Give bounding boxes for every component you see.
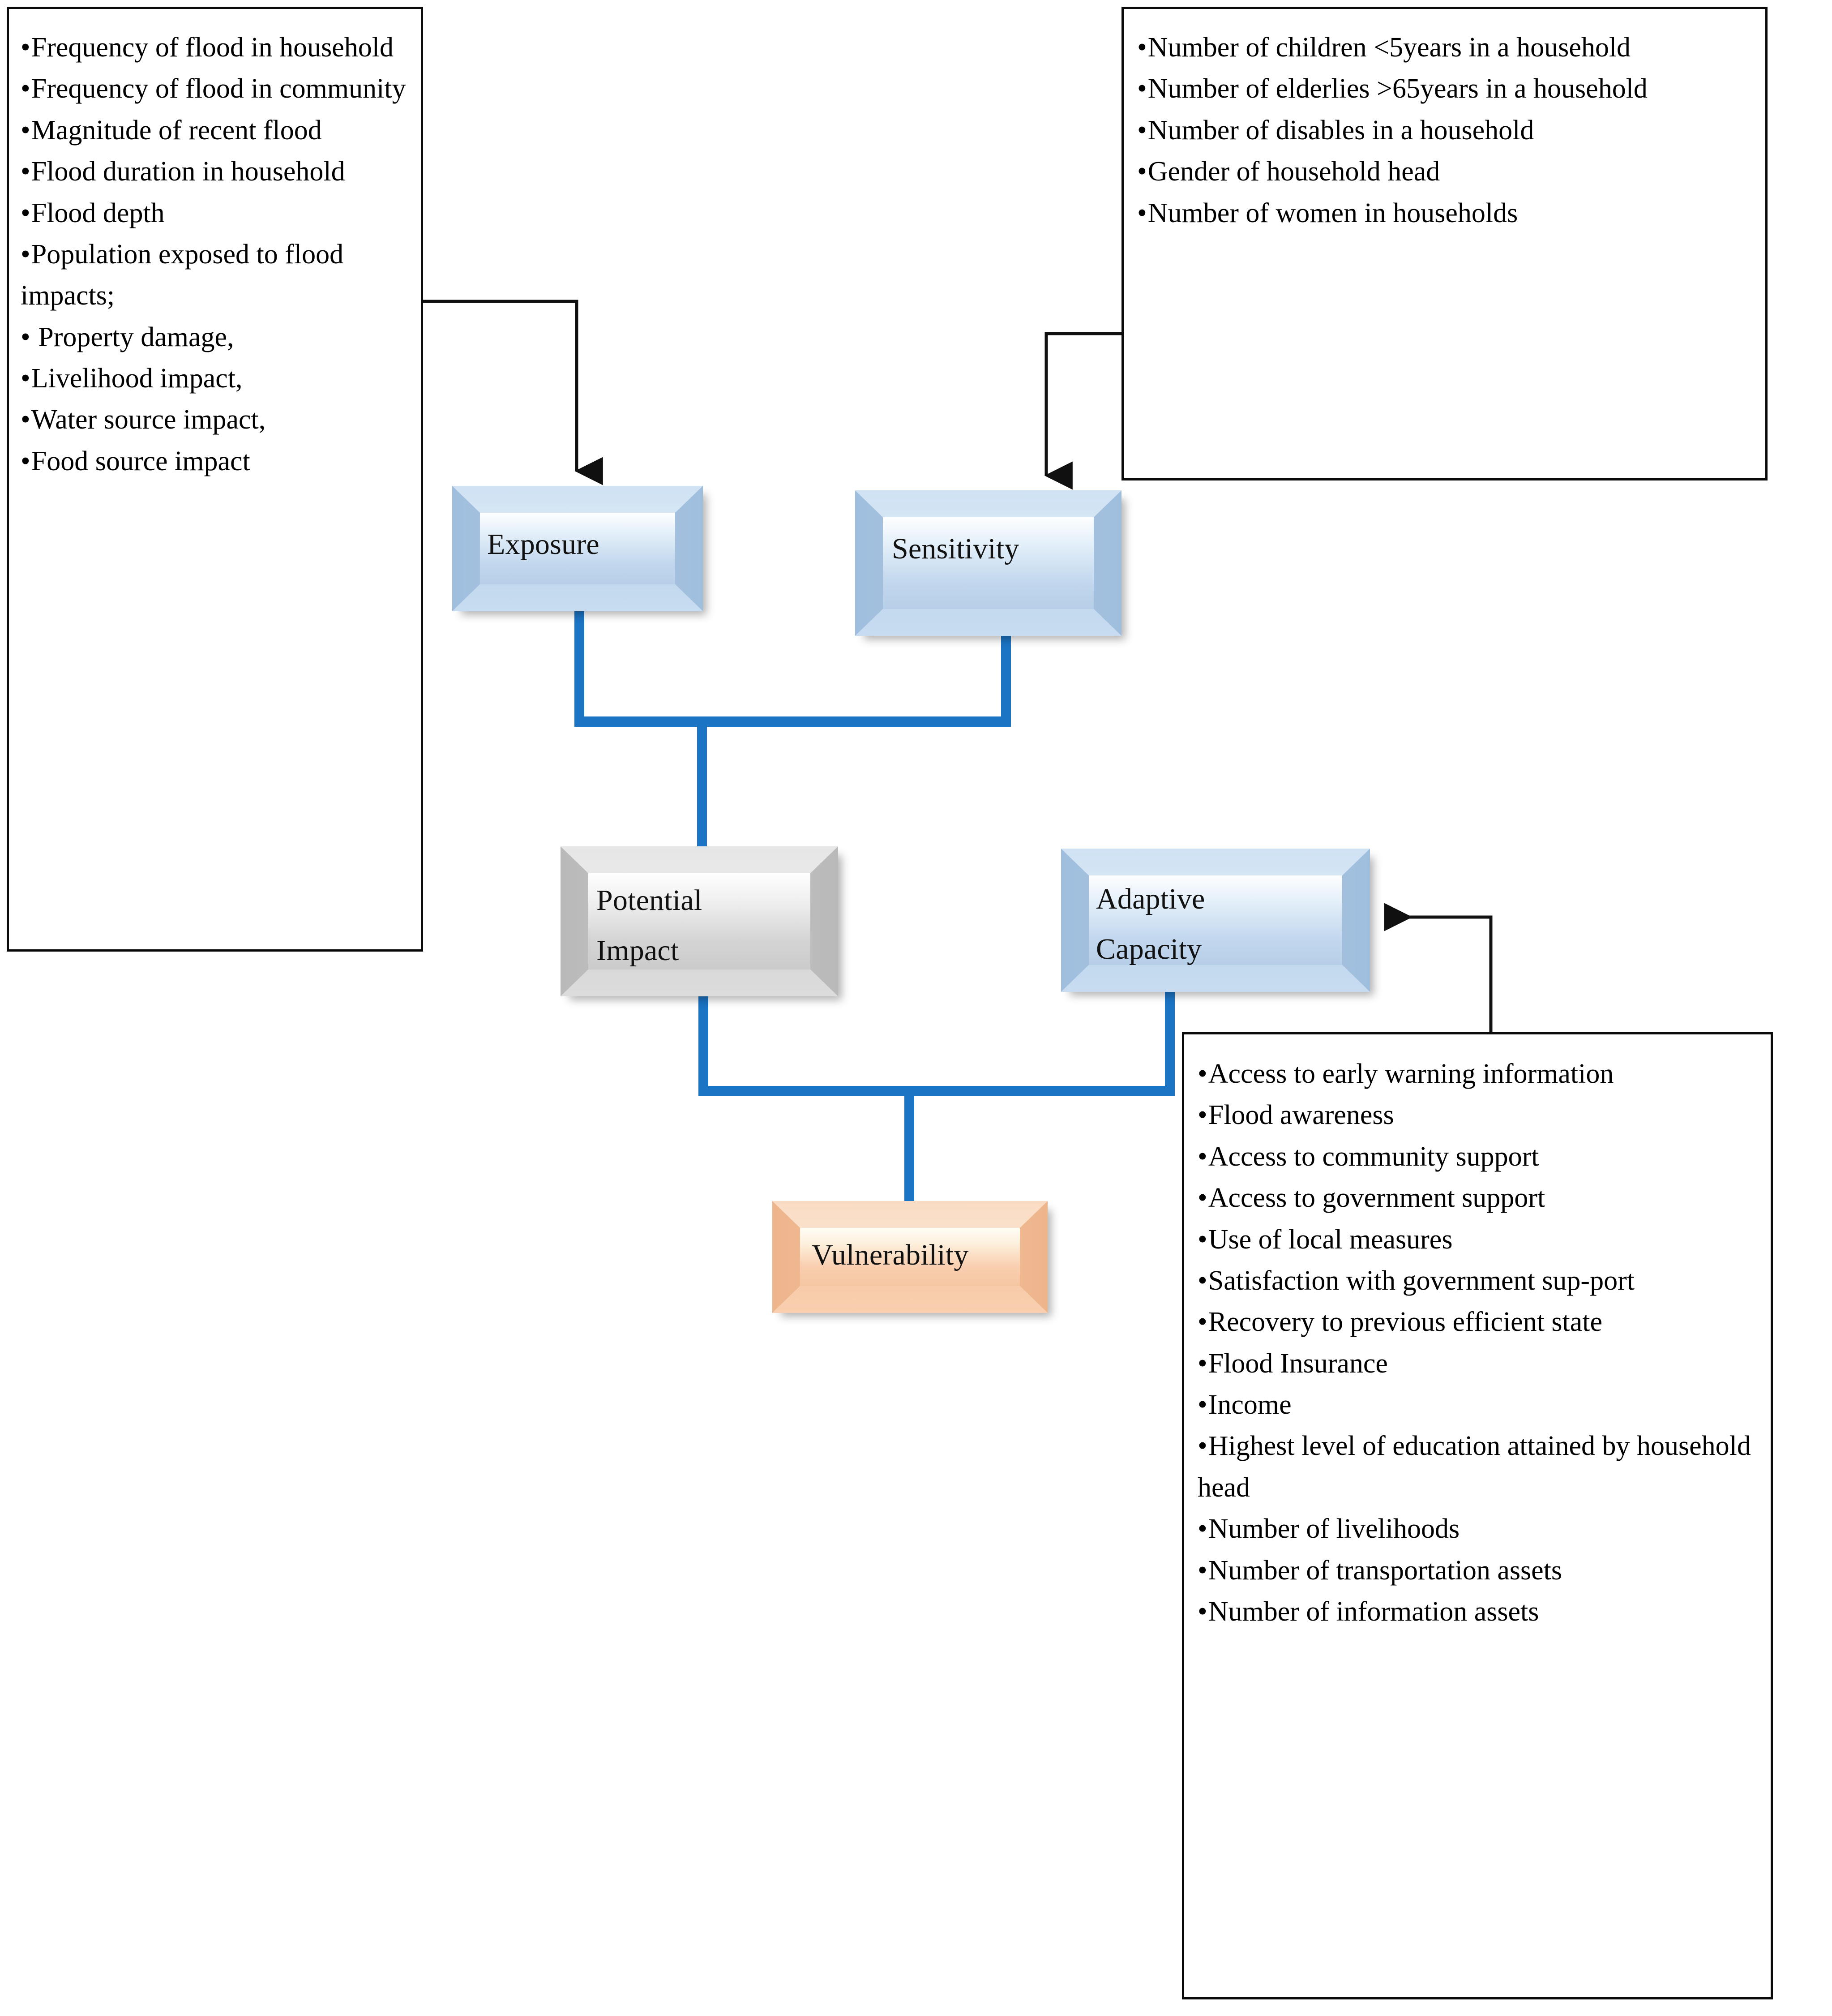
exposure-indicators-box <box>7 7 423 952</box>
list-item: • Use of local measures <box>1198 1219 1761 1260</box>
connector-exposure-down <box>574 605 584 726</box>
list-item: • Flood duration in household <box>21 151 409 192</box>
connector-to-vulnerability <box>904 1086 914 1203</box>
list-item: • Number of women in households <box>1137 193 1754 234</box>
list-item: • Income <box>1198 1384 1761 1425</box>
exposure-indicator-list <box>9 9 421 482</box>
list-item: • Access to early warning information <box>1198 1053 1761 1094</box>
connector-upper-horizontal <box>574 716 1011 727</box>
list-item: • Recovery to previous efficient state <box>1198 1301 1761 1343</box>
node-potential-impact-faces <box>561 846 838 996</box>
node-potential-impact-label-line2: Impact <box>596 934 679 967</box>
node-potential-impact[interactable] <box>561 846 838 996</box>
arrow-adaptive-capacity <box>1386 917 1491 1034</box>
list-item: • Access to government support <box>1198 1177 1761 1218</box>
arrow-sensitivity <box>1046 334 1121 476</box>
list-item: • Flood depth <box>21 193 409 234</box>
connector-potential-impact-down <box>698 990 708 1095</box>
connector-to-potential-impact <box>697 716 707 849</box>
node-adaptive-capacity-faces <box>1061 849 1370 992</box>
list-item: • Highest level of education attained by household head <box>1198 1425 1761 1508</box>
sensitivity-indicators-box <box>1121 7 1768 480</box>
list-item: • Water source impact, <box>21 399 409 440</box>
sensitivity-indicator-list <box>1124 9 1765 234</box>
list-item: • Magnitude of recent flood <box>21 110 409 151</box>
list-item: • Food source impact <box>21 441 409 482</box>
node-vulnerability[interactable] <box>772 1201 1048 1313</box>
list-item: • Number of children <5years in a household <box>1137 27 1754 68</box>
list-item: • Flood awareness <box>1198 1094 1761 1136</box>
arrow-exposure <box>423 301 577 471</box>
node-potential-impact-label-line1: Potential <box>596 884 702 917</box>
list-item: • Number of transportation assets <box>1198 1550 1761 1591</box>
connector-adaptive-capacity-down <box>1165 989 1175 1095</box>
list-item: • Population exposed to flood impacts; <box>21 234 409 317</box>
node-adaptive-capacity-label-line2: Capacity <box>1096 933 1202 965</box>
node-adaptive-capacity[interactable] <box>1061 849 1370 992</box>
list-item: • Livelihood impact, <box>21 358 409 399</box>
list-item: • Access to community support <box>1198 1136 1761 1177</box>
adaptive-capacity-indicator-list <box>1184 1034 1771 1632</box>
list-item: • Satisfaction with government sup-port <box>1198 1260 1761 1301</box>
list-item: • Frequency of flood in household <box>21 27 409 68</box>
node-sensitivity[interactable] <box>855 490 1121 636</box>
list-item: • Number of disables in a household <box>1137 110 1754 151</box>
list-item: • Number of livelihoods <box>1198 1508 1761 1549</box>
adaptive-capacity-indicators-box <box>1182 1032 1773 1999</box>
list-item: • Property damage, <box>21 317 409 358</box>
node-adaptive-capacity-label-line1: Adaptive <box>1096 883 1205 915</box>
node-exposure-label: Exposure <box>487 528 599 561</box>
list-item: • Frequency of flood in community <box>21 68 409 109</box>
connector-lower-horizontal <box>698 1086 1175 1096</box>
list-item: • Flood Insurance <box>1198 1343 1761 1384</box>
node-sensitivity-label: Sensitivity <box>892 532 1019 565</box>
list-item: • Number of information assets <box>1198 1591 1761 1632</box>
list-item: • Number of elderlies >65years in a household <box>1137 68 1754 109</box>
node-exposure[interactable] <box>452 486 703 611</box>
connector-sensitivity-down <box>1001 629 1011 727</box>
node-vulnerability-label: Vulnerability <box>812 1239 969 1271</box>
list-item: • Gender of household head <box>1137 151 1754 192</box>
